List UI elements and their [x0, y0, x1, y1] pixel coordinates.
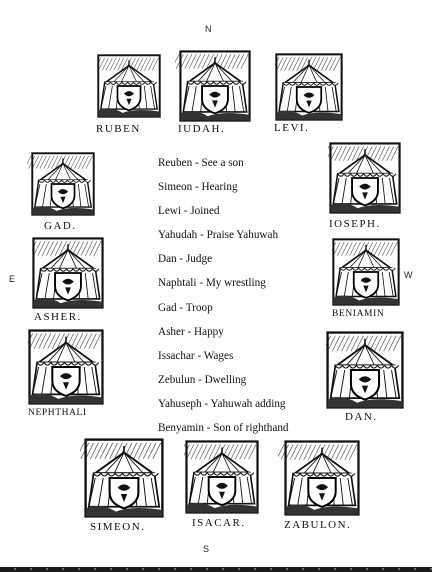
- zabulon-emblem: [278, 440, 366, 516]
- tent-shield-icon: [27, 152, 99, 216]
- beniamin-emblem: [332, 238, 400, 306]
- tent-wolf-shield-icon: [332, 238, 400, 306]
- levi-label: LEVI.: [274, 122, 310, 134]
- tent-book-shield-icon: [275, 52, 343, 122]
- tent-ship-shield-icon: [278, 440, 366, 516]
- iudah-label: IUDAH.: [178, 123, 226, 135]
- meaning-benyamin: Benyamin - Son of righthand: [158, 422, 289, 435]
- asher-emblem: [32, 236, 104, 310]
- nephthali-label: NEPHTHALI: [28, 408, 87, 418]
- dan-emblem: [326, 330, 404, 410]
- scan-edge-strip: [0, 567, 432, 572]
- tent-serpent-shield-icon: [326, 330, 404, 410]
- gad-label: GAD.: [44, 220, 77, 232]
- meaning-simeon: Simeon - Hearing: [158, 181, 238, 194]
- tent-sword-shield-icon: [80, 438, 168, 518]
- tent-ox-shield-icon: [328, 142, 402, 214]
- meaning-reuben: Reuben - See a son: [158, 157, 244, 169]
- meaning-naphtali: Naphtali - My wrestling: [158, 277, 266, 290]
- tent-deer-shield-icon: [28, 328, 104, 406]
- compass-south: S: [203, 544, 210, 554]
- meaning-asher: Asher - Happy: [158, 325, 224, 338]
- tent-shield-icon: [97, 50, 161, 122]
- compass-east: E: [9, 274, 16, 284]
- asher-label: ASHER.: [34, 311, 82, 323]
- dan-label: DAN.: [345, 411, 378, 423]
- simeon-emblem: [80, 438, 168, 518]
- name-meanings-list: [158, 157, 328, 446]
- meaning-issachar: Issachar - Wages: [158, 349, 234, 362]
- levi-emblem: [275, 52, 343, 122]
- iudah-emblem: [175, 50, 255, 122]
- simeon-label: SIMEON.: [90, 521, 146, 533]
- isacar-label: ISACAR.: [192, 517, 246, 529]
- meaning-yahudah: Yahudah - Praise Yahuwah: [158, 229, 279, 242]
- compass-north: N: [205, 24, 212, 34]
- ioseph-label: IOSEPH.: [329, 218, 381, 230]
- meaning-yahuseph: Yahuseph - Yahuwah adding: [158, 397, 286, 410]
- ruben-emblem: [97, 50, 161, 122]
- meaning-lewi: Lewi - Joined: [158, 205, 220, 218]
- meaning-zebulun: Zebulun - Dwelling: [158, 373, 247, 386]
- tent-lion-shield-icon: [175, 50, 255, 122]
- ruben-label: RUBEN: [96, 123, 141, 135]
- compass-west: W: [404, 270, 413, 280]
- tent-cup-shield-icon: [32, 236, 104, 310]
- meaning-dan: Dan - Judge: [158, 253, 213, 266]
- nephthali-emblem: [28, 328, 104, 406]
- beniamin-label: BENIAMIN: [332, 309, 385, 319]
- isacar-emblem: [184, 440, 260, 514]
- ioseph-emblem: [328, 142, 402, 214]
- zabulon-label: ZABULON.: [284, 519, 352, 531]
- gad-emblem: [27, 152, 99, 216]
- tent-donkey-shield-icon: [184, 440, 260, 514]
- meaning-gad: Gad - Troop: [158, 301, 213, 314]
